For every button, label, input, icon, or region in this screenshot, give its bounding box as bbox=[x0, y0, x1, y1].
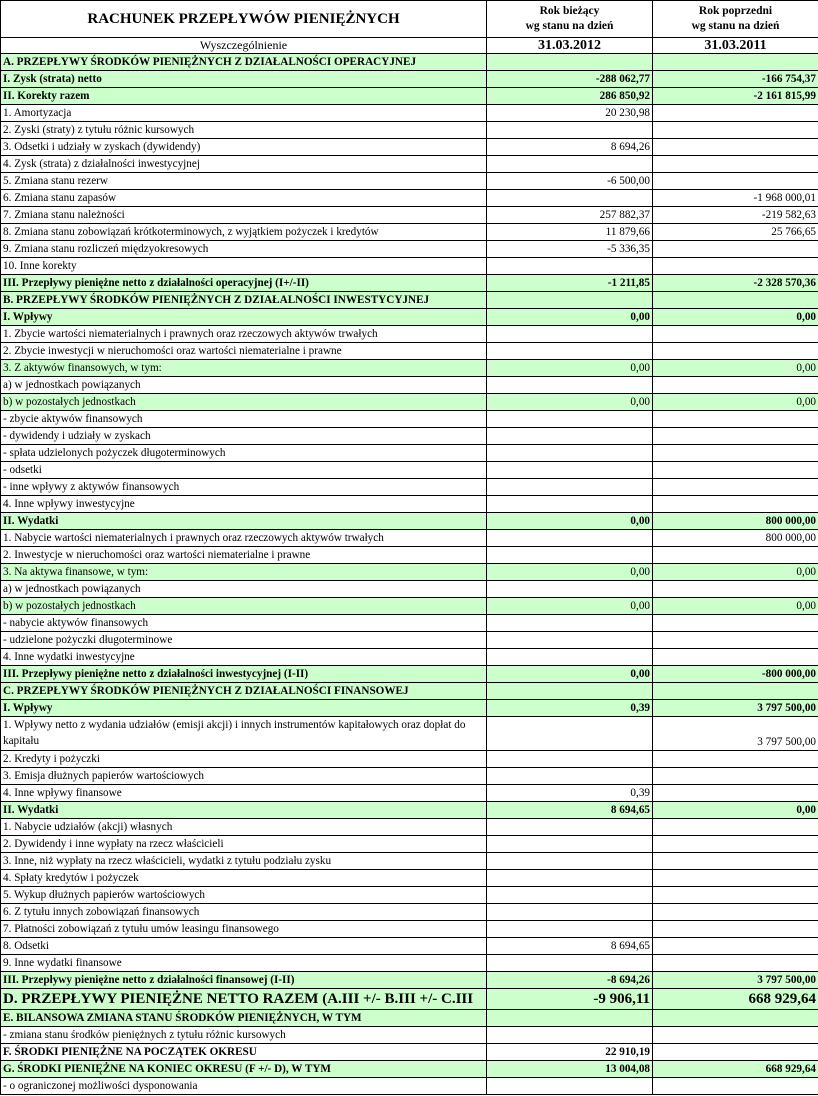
value-previous bbox=[653, 836, 818, 853]
value-previous bbox=[653, 632, 818, 649]
value-current: -9 906,11 bbox=[487, 989, 653, 1010]
value-current: 257 882,37 bbox=[487, 207, 653, 224]
value-previous: 3 797 500,00 bbox=[653, 717, 818, 751]
value-previous bbox=[653, 54, 818, 71]
table-row bbox=[1, 717, 818, 751]
table-row bbox=[1, 462, 818, 479]
row-label: 5. Wykup dłużnych papierów wartościowych bbox=[1, 887, 487, 904]
value-current: 0,00 bbox=[487, 666, 653, 683]
value-current bbox=[487, 190, 653, 207]
table-row bbox=[1, 819, 818, 836]
value-previous: 3 797 500,00 bbox=[653, 972, 818, 989]
table-row bbox=[1, 1078, 818, 1095]
value-current: 0,00 bbox=[487, 598, 653, 615]
value-previous: 800 000,00 bbox=[653, 513, 818, 530]
value-current bbox=[487, 1027, 653, 1044]
row-label: 8. Zmiana stanu zobowiązań krótkoterminowych, z wyjątkiem pożyczek i kredytów bbox=[1, 224, 487, 241]
table-row bbox=[1, 105, 818, 122]
value-current bbox=[487, 496, 653, 513]
value-previous bbox=[653, 496, 818, 513]
value-previous bbox=[653, 853, 818, 870]
value-current bbox=[487, 649, 653, 666]
table-row bbox=[1, 598, 818, 615]
table-row bbox=[1, 411, 818, 428]
table-row bbox=[1, 836, 818, 853]
value-current bbox=[487, 462, 653, 479]
value-previous bbox=[653, 615, 818, 632]
value-current bbox=[487, 292, 653, 309]
table-row bbox=[1, 275, 818, 292]
table-row bbox=[1, 173, 818, 190]
value-current bbox=[487, 54, 653, 71]
table-row bbox=[1, 989, 818, 1010]
row-label: G. ŚRODKI PIENIĘŻNE NA KONIEC OKRESU (F +/- D), W TYM bbox=[1, 1061, 487, 1078]
table-row bbox=[1, 955, 818, 972]
value-previous: 800 000,00 bbox=[653, 530, 818, 547]
value-current bbox=[487, 1078, 653, 1095]
row-label: 7. Zmiana stanu należności bbox=[1, 207, 487, 224]
table-row bbox=[1, 785, 818, 802]
row-label: 1. Wpływy netto z wydania udziałów (emisji akcji) i innych instrumentów kapitałowych oraz dopłat do kapitału bbox=[1, 717, 487, 751]
value-current: 22 910,19 bbox=[487, 1044, 653, 1061]
value-previous: 668 929,64 bbox=[653, 989, 818, 1010]
row-label: b) w pozostałych jednostkach bbox=[1, 394, 487, 411]
value-current: 8 694,65 bbox=[487, 802, 653, 819]
table-row bbox=[1, 394, 818, 411]
value-previous bbox=[653, 581, 818, 598]
value-previous bbox=[653, 904, 818, 921]
value-current bbox=[487, 870, 653, 887]
row-label: I. Wpływy bbox=[1, 309, 487, 326]
table-row bbox=[1, 207, 818, 224]
row-label: F. ŚRODKI PIENIĘŻNE NA POCZĄTEK OKRESU bbox=[1, 1044, 487, 1061]
row-label: 2. Inwestycje w nieruchomości oraz wartości niematerialne i prawne bbox=[1, 547, 487, 564]
value-previous bbox=[653, 428, 818, 445]
row-label: - spłata udzielonych pożyczek długoterminowych bbox=[1, 445, 487, 462]
section-header-row bbox=[1, 683, 818, 700]
row-label: 1. Zbycie wartości niematerialnych i prawnych oraz rzeczowych aktywów trwałych bbox=[1, 326, 487, 343]
page-title: RACHUNEK PRZEPŁYWÓW PIENIĘŻNYCH bbox=[1, 1, 487, 38]
table-row bbox=[1, 1044, 818, 1061]
row-label: 2. Kredyty i pożyczki bbox=[1, 751, 487, 768]
table-row bbox=[1, 479, 818, 496]
table-row bbox=[1, 768, 818, 785]
value-current bbox=[487, 853, 653, 870]
value-previous bbox=[653, 955, 818, 972]
value-previous: 0,00 bbox=[653, 394, 818, 411]
value-previous bbox=[653, 870, 818, 887]
row-label: 2. Dywidendy i inne wypłaty na rzecz właścicieli bbox=[1, 836, 487, 853]
row-label: 3. Z aktywów finansowych, w tym: bbox=[1, 360, 487, 377]
value-previous: -2 161 815,99 bbox=[653, 88, 818, 105]
value-current: 0,39 bbox=[487, 785, 653, 802]
table-row bbox=[1, 802, 818, 819]
value-current: 286 850,92 bbox=[487, 88, 653, 105]
row-label: 4. Inne wpływy inwestycyjne bbox=[1, 496, 487, 513]
value-current bbox=[487, 615, 653, 632]
row-label: - zbycie aktywów finansowych bbox=[1, 411, 487, 428]
value-previous bbox=[653, 938, 818, 955]
value-previous bbox=[653, 683, 818, 700]
date-previous: 31.03.2011 bbox=[653, 38, 818, 54]
row-label: 4. Spłaty kredytów i pożyczek bbox=[1, 870, 487, 887]
row-label: - inne wpływy z aktywów finansowych bbox=[1, 479, 487, 496]
value-current bbox=[487, 377, 653, 394]
current-year-sublabel: wg stanu na dzień bbox=[525, 20, 614, 32]
table-row bbox=[1, 445, 818, 462]
value-current: -8 694,26 bbox=[487, 972, 653, 989]
value-previous bbox=[653, 292, 818, 309]
value-previous bbox=[653, 343, 818, 360]
row-label: 1. Nabycie wartości niematerialnych i prawnych oraz rzeczowych aktywów trwałych bbox=[1, 530, 487, 547]
value-previous: 0,00 bbox=[653, 598, 818, 615]
value-previous bbox=[653, 241, 818, 258]
value-previous bbox=[653, 1044, 818, 1061]
value-current bbox=[487, 1010, 653, 1027]
row-label: 4. Zysk (strata) z działalności inwestycyjnej bbox=[1, 156, 487, 173]
row-label: 2. Zbycie inwestycji w nieruchomości oraz wartości niematerialne i prawne bbox=[1, 343, 487, 360]
value-previous: 0,00 bbox=[653, 309, 818, 326]
row-label: 6. Z tytułu innych zobowiązań finansowych bbox=[1, 904, 487, 921]
value-previous: 25 766,65 bbox=[653, 224, 818, 241]
value-current: 0,00 bbox=[487, 309, 653, 326]
value-current bbox=[487, 411, 653, 428]
value-previous bbox=[653, 921, 818, 938]
value-current: 8 694,26 bbox=[487, 139, 653, 156]
value-previous bbox=[653, 445, 818, 462]
table-row bbox=[1, 887, 818, 904]
table-row bbox=[1, 649, 818, 666]
value-previous bbox=[653, 1010, 818, 1027]
table-row bbox=[1, 377, 818, 394]
table-row bbox=[1, 496, 818, 513]
row-label: 7. Płatności zobowiązań z tytułu umów leasingu finansowego bbox=[1, 921, 487, 938]
value-current: 0,00 bbox=[487, 394, 653, 411]
value-current: 0,00 bbox=[487, 513, 653, 530]
row-label: III. Przepływy pieniężne netto z działalności finansowej (I-II) bbox=[1, 972, 487, 989]
value-current bbox=[487, 632, 653, 649]
table-row bbox=[1, 122, 818, 139]
table-row bbox=[1, 921, 818, 938]
current-year-label: Rok bieżący bbox=[539, 5, 600, 17]
value-current: -1 211,85 bbox=[487, 275, 653, 292]
value-previous bbox=[653, 649, 818, 666]
value-previous bbox=[653, 156, 818, 173]
row-label: - nabycie aktywów finansowych bbox=[1, 615, 487, 632]
value-current: -5 336,35 bbox=[487, 241, 653, 258]
value-current bbox=[487, 768, 653, 785]
row-label: 1. Amortyzacja bbox=[1, 105, 487, 122]
value-current: 11 879,66 bbox=[487, 224, 653, 241]
value-previous bbox=[653, 819, 818, 836]
current-year-header bbox=[487, 1, 653, 38]
row-label: 5. Zmiana stanu rezerw bbox=[1, 173, 487, 190]
table-row bbox=[1, 326, 818, 343]
value-current bbox=[487, 717, 653, 751]
value-current bbox=[487, 836, 653, 853]
value-current bbox=[487, 683, 653, 700]
header-row bbox=[1, 1, 818, 38]
table-row bbox=[1, 513, 818, 530]
table-row bbox=[1, 309, 818, 326]
value-current: -6 500,00 bbox=[487, 173, 653, 190]
table-row bbox=[1, 139, 818, 156]
table-row bbox=[1, 632, 818, 649]
value-previous bbox=[653, 1027, 818, 1044]
table-row bbox=[1, 581, 818, 598]
row-label: II. Wydatki bbox=[1, 802, 487, 819]
row-label: 3. Emisja dłużnych papierów wartościowych bbox=[1, 768, 487, 785]
section-header-row bbox=[1, 54, 818, 71]
value-current bbox=[487, 122, 653, 139]
value-current bbox=[487, 156, 653, 173]
row-label: C. PRZEPŁYWY ŚRODKÓW PIENIĘŻNYCH Z DZIAŁALNOŚCI FINANSOWEJ bbox=[1, 683, 487, 700]
table-row bbox=[1, 751, 818, 768]
value-previous: 3 797 500,00 bbox=[653, 700, 818, 717]
value-current bbox=[487, 921, 653, 938]
table-row bbox=[1, 88, 818, 105]
value-previous bbox=[653, 462, 818, 479]
table-row bbox=[1, 258, 818, 275]
section-header-row bbox=[1, 292, 818, 309]
table-row bbox=[1, 700, 818, 717]
value-current bbox=[487, 955, 653, 972]
value-current bbox=[487, 904, 653, 921]
spec-label: Wyszczególnienie bbox=[1, 38, 487, 54]
value-current bbox=[487, 751, 653, 768]
value-current bbox=[487, 258, 653, 275]
value-previous: -800 000,00 bbox=[653, 666, 818, 683]
subheader-row bbox=[1, 38, 818, 54]
previous-year-header bbox=[653, 1, 818, 38]
value-current bbox=[487, 581, 653, 598]
table-row bbox=[1, 547, 818, 564]
value-previous: 668 929,64 bbox=[653, 1061, 818, 1078]
row-label: 9. Zmiana stanu rozliczeń międzyokresowych bbox=[1, 241, 487, 258]
row-label: I. Wpływy bbox=[1, 700, 487, 717]
row-label: - odsetki bbox=[1, 462, 487, 479]
value-current bbox=[487, 887, 653, 904]
value-previous: 0,00 bbox=[653, 360, 818, 377]
value-current: 8 694,65 bbox=[487, 938, 653, 955]
table-row bbox=[1, 1061, 818, 1078]
table-row bbox=[1, 360, 818, 377]
table-row bbox=[1, 1010, 818, 1027]
value-previous: -2 328 570,36 bbox=[653, 275, 818, 292]
table-row bbox=[1, 241, 818, 258]
value-previous bbox=[653, 105, 818, 122]
value-previous: 0,00 bbox=[653, 802, 818, 819]
table-row bbox=[1, 224, 818, 241]
table-row bbox=[1, 904, 818, 921]
value-previous bbox=[653, 173, 818, 190]
value-previous bbox=[653, 1078, 818, 1095]
table-row bbox=[1, 343, 818, 360]
value-previous bbox=[653, 258, 818, 275]
value-previous: 0,00 bbox=[653, 564, 818, 581]
previous-year-label: Rok poprzedni bbox=[698, 5, 773, 17]
row-label: a) w jednostkach powiązanych bbox=[1, 581, 487, 598]
row-label: 9. Inne wydatki finansowe bbox=[1, 955, 487, 972]
row-label: - zmiana stanu środków pieniężnych z tytułu różnic kursowych bbox=[1, 1027, 487, 1044]
value-previous bbox=[653, 751, 818, 768]
row-label: B. PRZEPŁYWY ŚRODKÓW PIENIĘŻNYCH Z DZIAŁALNOŚCI INWESTYCYJNEJ bbox=[1, 292, 487, 309]
table-row bbox=[1, 564, 818, 581]
row-label: - dywidendy i udziały w zyskach bbox=[1, 428, 487, 445]
value-current bbox=[487, 326, 653, 343]
table-row bbox=[1, 71, 818, 88]
table-row bbox=[1, 615, 818, 632]
row-label: D. PRZEPŁYWY PIENIĘŻNE NETTO RAZEM (A.III +/- B.III +/- C.III bbox=[1, 989, 487, 1010]
row-label: III. Przepływy pieniężne netto z działalności operacyjnej (I+/-II) bbox=[1, 275, 487, 292]
value-current bbox=[487, 547, 653, 564]
row-label: II. Wydatki bbox=[1, 513, 487, 530]
value-current: 0,00 bbox=[487, 564, 653, 581]
row-label: 2. Zyski (straty) z tytułu różnic kursowych bbox=[1, 122, 487, 139]
value-previous bbox=[653, 768, 818, 785]
value-current bbox=[487, 343, 653, 360]
row-label: 4. Inne wydatki inwestycyjne bbox=[1, 649, 487, 666]
value-previous: -1 968 000,01 bbox=[653, 190, 818, 207]
row-label: E. BILANSOWA ZMIANA STANU ŚRODKÓW PIENIĘŻNYCH, W TYM bbox=[1, 1010, 487, 1027]
value-previous bbox=[653, 785, 818, 802]
row-label: 6. Zmiana stanu zapasów bbox=[1, 190, 487, 207]
table-row bbox=[1, 853, 818, 870]
value-previous: -219 582,63 bbox=[653, 207, 818, 224]
table-row bbox=[1, 1027, 818, 1044]
value-current: -288 062,77 bbox=[487, 71, 653, 88]
row-label: II. Korekty razem bbox=[1, 88, 487, 105]
table-row bbox=[1, 666, 818, 683]
table-row bbox=[1, 530, 818, 547]
row-label: 1. Nabycie udziałów (akcji) własnych bbox=[1, 819, 487, 836]
value-previous bbox=[653, 887, 818, 904]
value-current bbox=[487, 428, 653, 445]
value-current: 20 230,98 bbox=[487, 105, 653, 122]
value-previous: -166 754,37 bbox=[653, 71, 818, 88]
value-current bbox=[487, 530, 653, 547]
row-label: I. Zysk (strata) netto bbox=[1, 71, 487, 88]
row-label: a) w jednostkach powiązanych bbox=[1, 377, 487, 394]
previous-year-sublabel: wg stanu na dzień bbox=[691, 20, 780, 32]
value-current bbox=[487, 445, 653, 462]
value-previous bbox=[653, 411, 818, 428]
table-row bbox=[1, 938, 818, 955]
row-label: 10. Inne korekty bbox=[1, 258, 487, 275]
row-label: III. Przepływy pieniężne netto z działalności inwestycyjnej (I-II) bbox=[1, 666, 487, 683]
row-label: 3. Na aktywa finansowe, w tym: bbox=[1, 564, 487, 581]
row-label: 3. Odsetki i udziały w zyskach (dywidendy) bbox=[1, 139, 487, 156]
row-label: A. PRZEPŁYWY ŚRODKÓW PIENIĘŻNYCH Z DZIAŁALNOŚCI OPERACYJNEJ bbox=[1, 54, 487, 71]
table-row bbox=[1, 428, 818, 445]
table-row bbox=[1, 190, 818, 207]
value-previous bbox=[653, 122, 818, 139]
value-current bbox=[487, 479, 653, 496]
value-previous bbox=[653, 547, 818, 564]
row-label: b) w pozostałych jednostkach bbox=[1, 598, 487, 615]
table-row bbox=[1, 156, 818, 173]
table-row bbox=[1, 870, 818, 887]
value-previous bbox=[653, 479, 818, 496]
row-label: 8. Odsetki bbox=[1, 938, 487, 955]
row-label: - udzielone pożyczki długoterminowe bbox=[1, 632, 487, 649]
table-row bbox=[1, 972, 818, 989]
value-current: 0,39 bbox=[487, 700, 653, 717]
value-previous bbox=[653, 377, 818, 394]
value-previous bbox=[653, 139, 818, 156]
value-current: 13 004,08 bbox=[487, 1061, 653, 1078]
value-current: 0,00 bbox=[487, 360, 653, 377]
date-current: 31.03.2012 bbox=[487, 38, 653, 54]
value-current bbox=[487, 819, 653, 836]
row-label: 4. Inne wpływy finansowe bbox=[1, 785, 487, 802]
row-label: - o ograniczonej możliwości dysponowania bbox=[1, 1078, 487, 1095]
row-label: 3. Inne, niż wypłaty na rzecz właścicieli, wydatki z tytułu podziału zysku bbox=[1, 853, 487, 870]
value-previous bbox=[653, 326, 818, 343]
